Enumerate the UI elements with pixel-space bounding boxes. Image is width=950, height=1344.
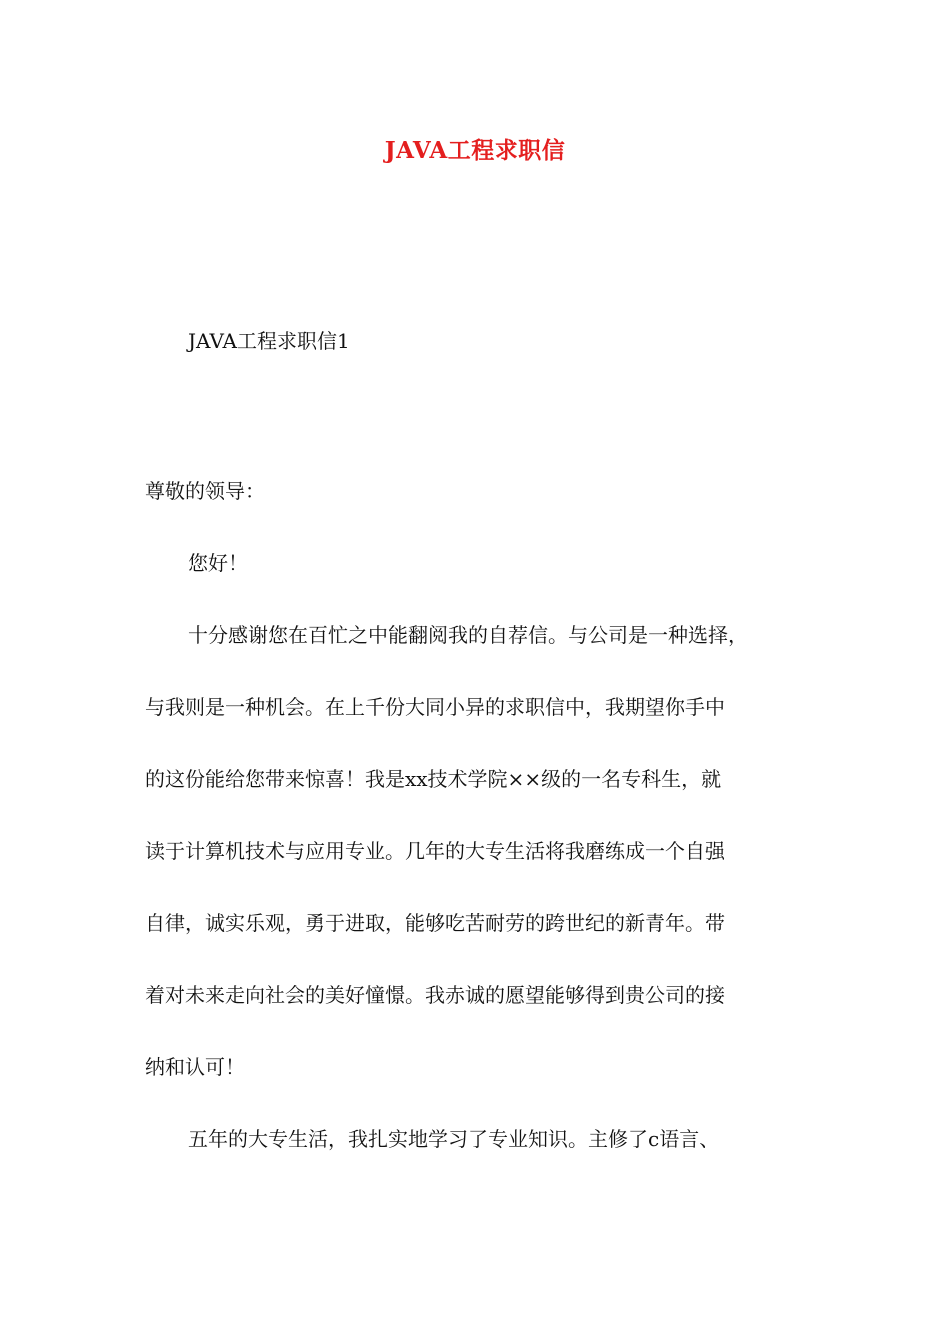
paragraph-line: 与我则是一种机会。在上千份大同小异的求职信中，我期望你手中 [145, 695, 725, 719]
document-title: JAVA工程求职信 [384, 137, 566, 164]
paragraph-line: 十分感谢您在百忙之中能翻阅我的自荐信。与公司是一种选择， [188, 623, 748, 647]
document-subtitle: JAVA工程求职信1 [188, 329, 350, 353]
greeting: 您好！ [188, 551, 248, 575]
paragraph-line: 纳和认可！ [145, 1055, 245, 1079]
salutation: 尊敬的领导： [145, 479, 265, 503]
paragraph-line: 着对未来走向社会的美好憧憬。我赤诚的愿望能够得到贵公司的接 [145, 983, 725, 1007]
paragraph-line: 读于计算机技术与应用专业。几年的大专生活将我磨练成一个自强 [145, 839, 725, 863]
paragraph-line: 的这份能给您带来惊喜！我是xx技术学院××级的一名专科生，就 [145, 767, 722, 791]
paragraph-line: 五年的大专生活，我扎实地学习了专业知识。主修了c语言、 [188, 1127, 720, 1151]
paragraph-line: 自律，诚实乐观，勇于进取，能够吃苦耐劳的跨世纪的新青年。带 [145, 911, 725, 935]
